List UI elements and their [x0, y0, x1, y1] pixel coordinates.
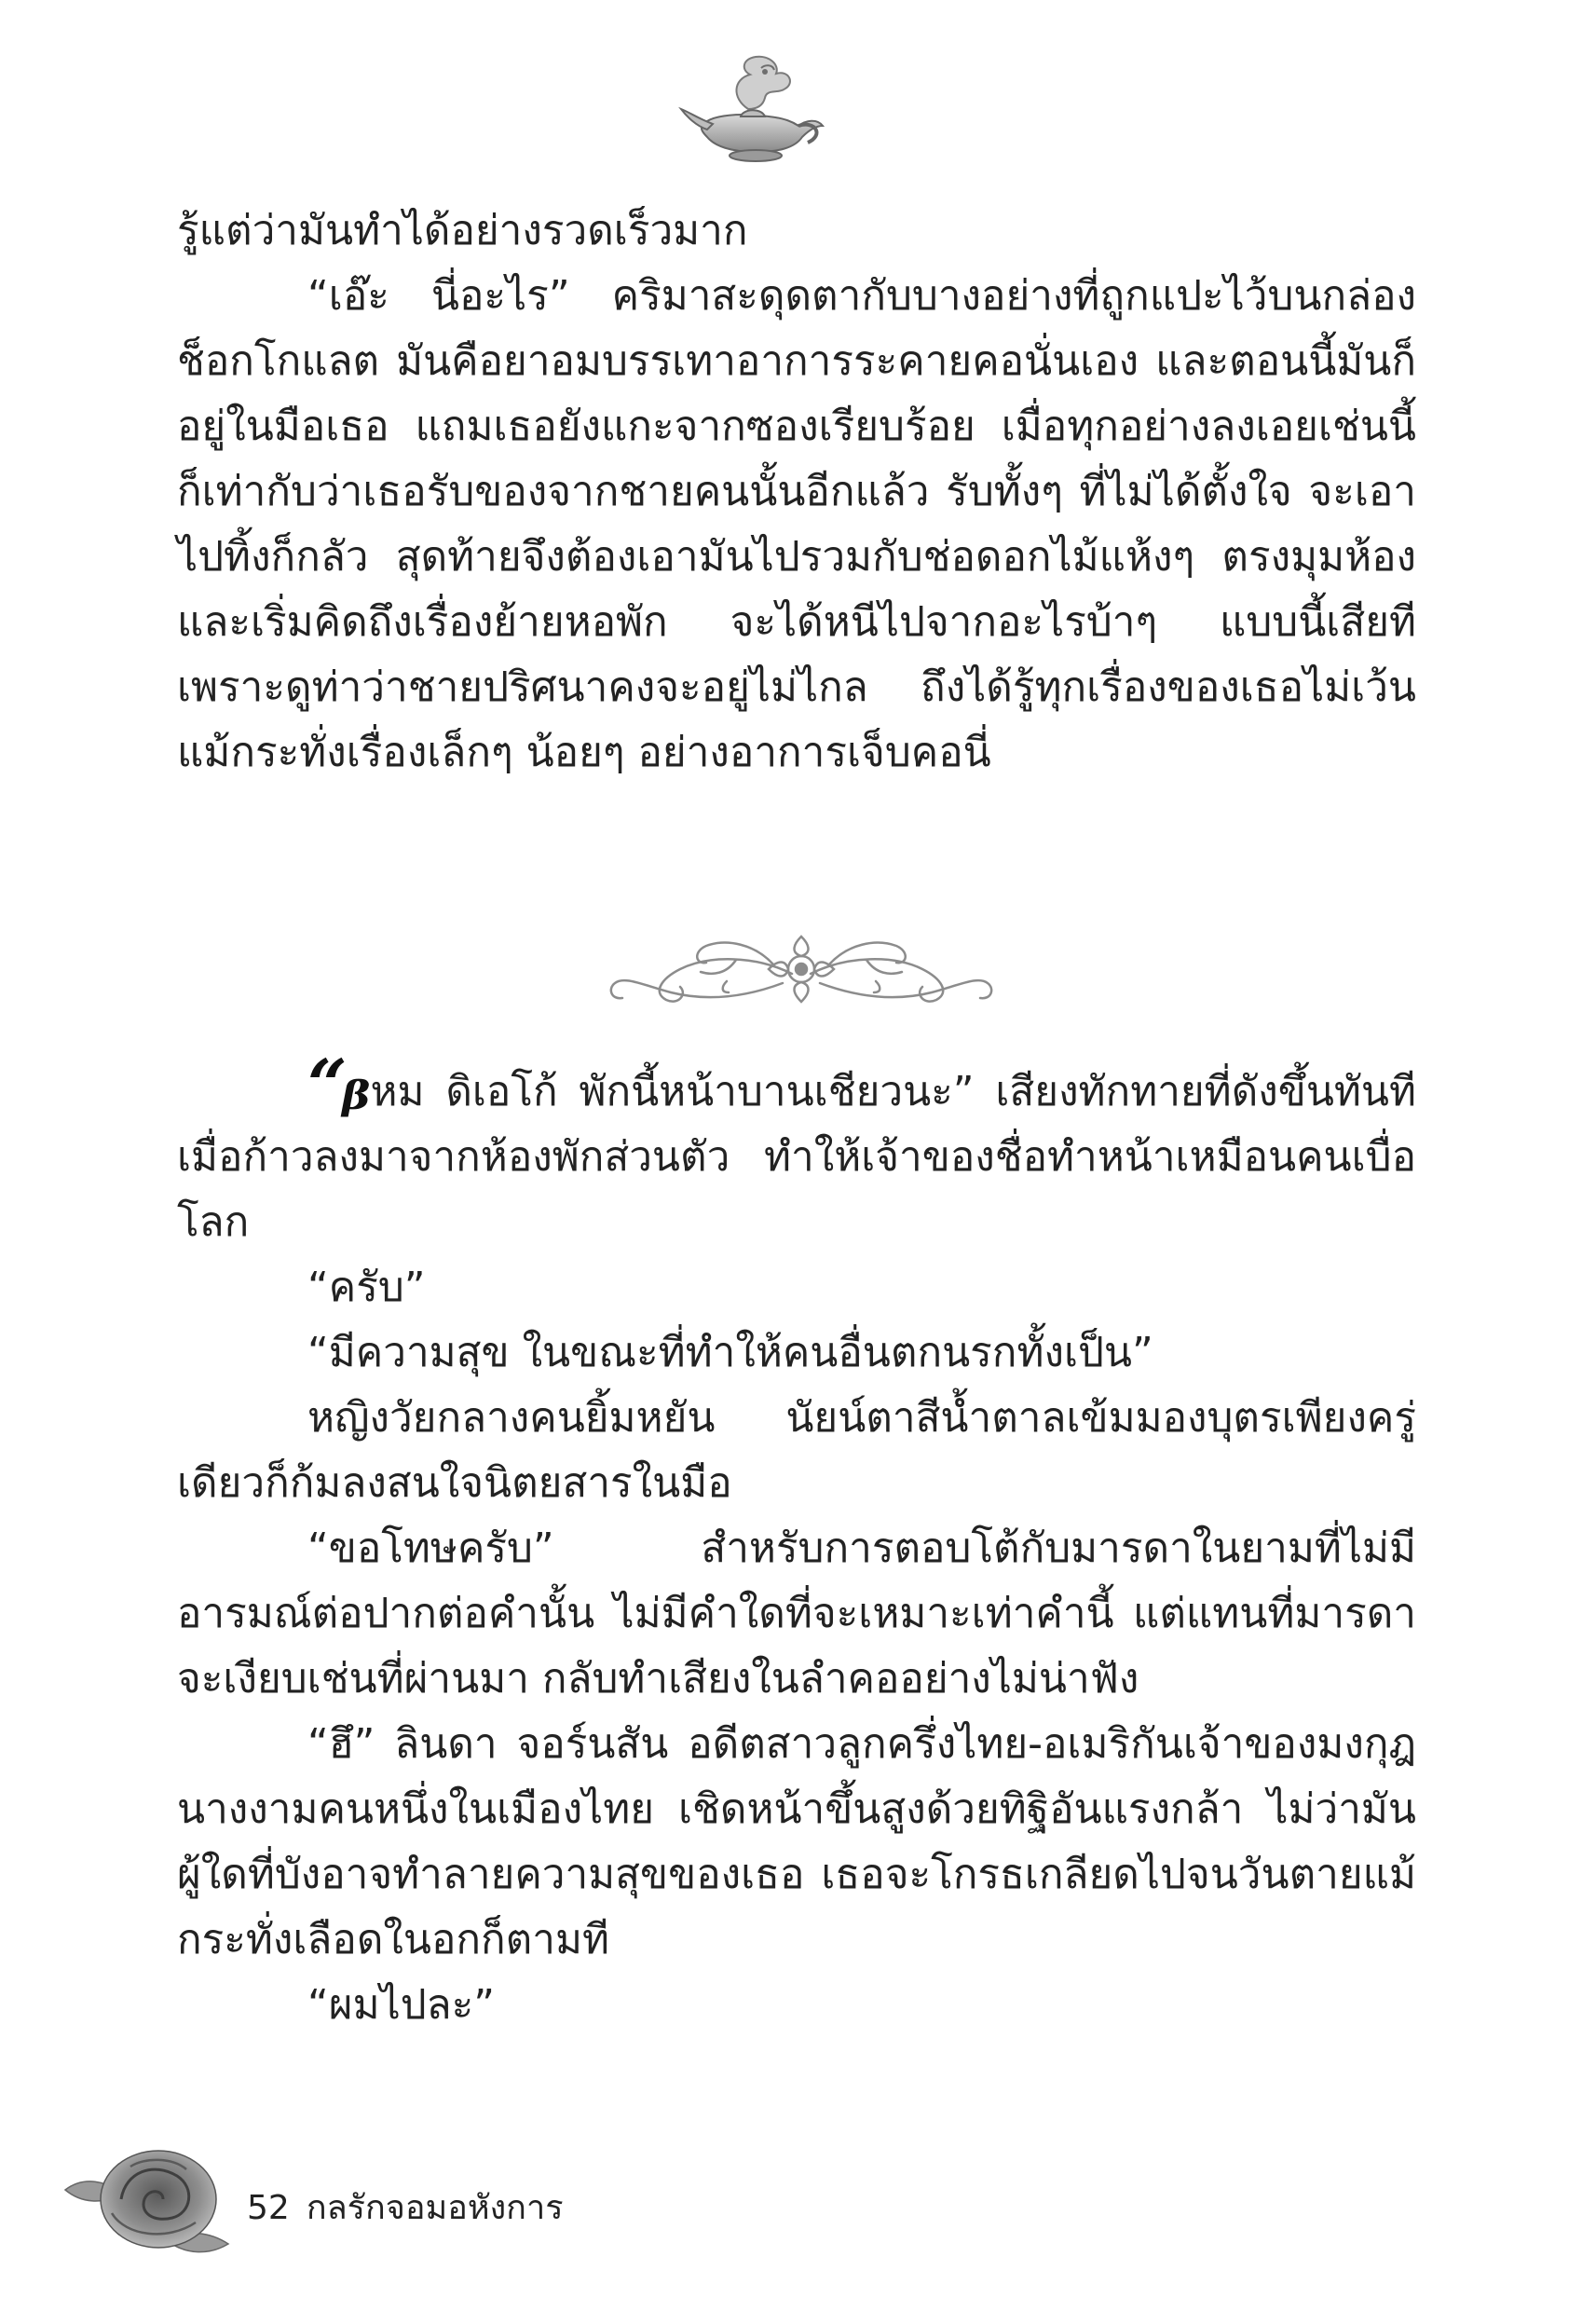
paragraph: “มีความสุข ในขณะที่ทำให้คนอื่นตกนรกทั้งเป็น”: [307, 1329, 1153, 1376]
page-number: 52: [247, 2189, 290, 2227]
floral-divider-icon: [596, 918, 1006, 1025]
paragraph: “ขอโทษครับ” สำหรับการตอบโต้กับมารดาในยามที่ไม่มีอารมณ์ต่อปากต่อคำนั้น ไม่มีคำใดที่จะเหมาะเท่าคำนี้ แต่แทนที่มารดาจะเงียบเช่นที่ผ่านมา กลับทำเสียงในลำคออย่างไม่น่าฟัง: [177, 1525, 1416, 1702]
paragraph-text: หม ดิเอโก้ พักนี้หน้าบานเชียวนะ” เสียงทักทายที่ดังขึ้นทันทีเมื่อก้าวลงมาจากห้องพักส่วนตัว ทำให้เจ้าของชื่อทำหน้าเหมือนคนเบื่อโลก: [177, 1068, 1416, 1246]
paragraph: “ฮึ” ลินดา จอร์นสัน อดีตสาวลูกครึ่งไทย-อเมริกันเจ้าของมงกุฎนางงามคนหนึ่งในเมืองไทย เชิดหน้าขึ้นสูงด้วยทิฐิอันแรงกล้า ไม่ว่ามันผู้ใดที่บังอาจทำลายความสุขของเธอ เธอจะโกรธเกลียดไปจนวันตายแม้กระทั่งเลือดในอกก็ตามที: [177, 1720, 1416, 1963]
paragraph: [177, 1046, 1416, 1255]
footer-text: [247, 2181, 580, 2234]
genie-lamp-icon: [675, 51, 834, 163]
paragraph: “เอ๊ะ นี่อะไร” คริมาสะดุดตากับบางอย่างที่ถูกแปะไว้บนกล่องช็อกโกแลต มันคือยาอมบรรเทาอาการระคายคอนั่นเอง และตอนนี้มันก็อยู่ในมือเธอ แถมเธอยังแกะจากซองเรียบร้อย เมื่อทุกอย่างลงเอยเช่นนี้ ก็เท่ากับว่าเธอรับของจากชายคนนั้นอีกแล้ว รับทั้งๆ ที่ไม่ได้ตั้งใจ จะเอาไปทิ้งก็กลัว สุดท้ายจึงต้องเอามันไปรวมกับช่อดอกไม้แห้งๆ ตรงมุมห้อง และเริ่มคิดถึงเรื่องย้ายหอพัก จะได้หนีไปจากอะไรบ้าๆ แบบนี้เสียที เพราะดูท่าว่าชายปริศนาคงจะอยู่ไม่ไกล ถึงได้รู้ทุกเรื่องของเธอไม่เว้นแม้กระทั่งเรื่องเล็กๆ น้อยๆ อย่างอาการเจ็บคอนี่: [177, 272, 1416, 776]
book-title: กลรักจอมอหังการ: [306, 2189, 564, 2227]
paragraph: รู้แต่ว่ามันทำได้อย่างรวดเร็วมาก: [177, 207, 748, 254]
paragraph: “ผมไปละ”: [307, 1981, 496, 2029]
section-2: [177, 1046, 1416, 2038]
page-footer: [56, 2125, 708, 2274]
paragraph: “ครับ”: [307, 1264, 426, 1311]
paragraph: หญิงวัยกลางคนยิ้มหยัน นัยน์ตาสีน้ำตาลเข้มมองบุตรเพียงครู่เดียวก็ก้มลงสนใจนิตยสารในมือ: [177, 1394, 1416, 1507]
drop-cap-quote: “ᵦ: [307, 1046, 365, 1126]
section-1: [177, 198, 1416, 786]
rose-icon: [56, 2125, 242, 2274]
